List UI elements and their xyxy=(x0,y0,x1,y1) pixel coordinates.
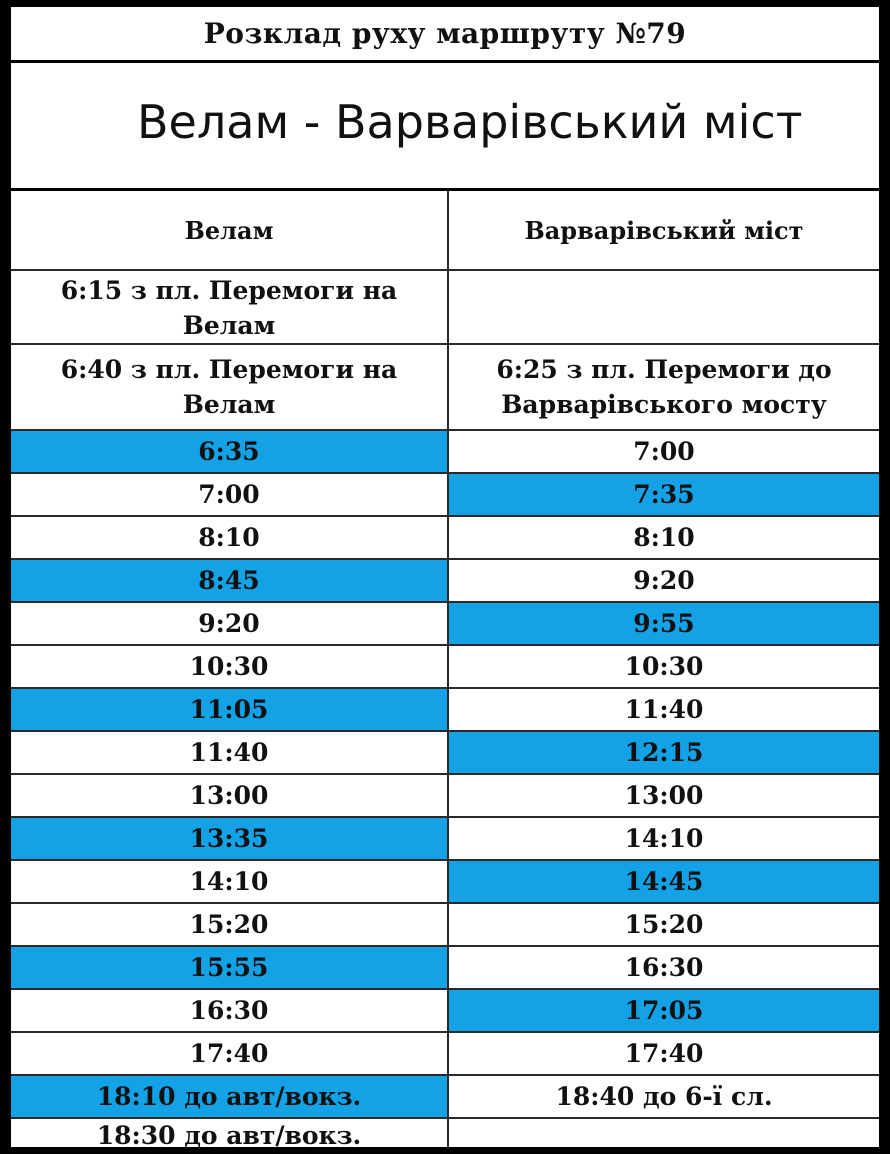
column-header-velam: Велам xyxy=(11,191,448,270)
departure-cell-left: 18:30 до авт/вокз. xyxy=(11,1118,448,1150)
departure-cell-right: 18:40 до 6-ї сл. xyxy=(448,1075,879,1118)
departure-cell-right: 12:15 xyxy=(448,731,879,774)
departure-cell-left: 7:00 xyxy=(11,473,448,516)
departure-cell-left: 13:00 xyxy=(11,774,448,817)
table-row xyxy=(11,473,879,516)
table-row xyxy=(11,645,879,688)
departure-cell-right: 9:55 xyxy=(448,602,879,645)
table-row xyxy=(11,516,879,559)
departure-cell-left: 17:40 xyxy=(11,1032,448,1075)
departure-cell-right: 7:35 xyxy=(448,473,879,516)
departure-cell-left: 8:45 xyxy=(11,559,448,602)
departure-cell-right: 7:00 xyxy=(448,430,879,473)
departure-cell-right: 14:10 xyxy=(448,817,879,860)
departure-cell-right: 6:25 з пл. Перемоги до Варварівського мосту xyxy=(448,344,879,430)
departure-cell-left: 9:20 xyxy=(11,602,448,645)
schedule-table xyxy=(11,191,879,1150)
table-row xyxy=(11,903,879,946)
departure-cell-right: 17:05 xyxy=(448,989,879,1032)
table-row xyxy=(11,989,879,1032)
special-row xyxy=(11,270,879,344)
schedule-title: Розклад руху маршруту №79 xyxy=(11,7,879,63)
departure-cell-left: 16:30 xyxy=(11,989,448,1032)
special-row xyxy=(11,344,879,430)
departure-cell-left: 15:20 xyxy=(11,903,448,946)
departure-cell-right: 9:20 xyxy=(448,559,879,602)
departure-cell-left: 13:35 xyxy=(11,817,448,860)
table-row xyxy=(11,1118,879,1150)
table-row xyxy=(11,1075,879,1118)
departure-cell-left: 14:10 xyxy=(11,860,448,903)
departure-cell-right: 13:00 xyxy=(448,774,879,817)
departure-cell-right: 16:30 xyxy=(448,946,879,989)
departure-cell-right xyxy=(448,1118,879,1150)
departure-cell-left: 10:30 xyxy=(11,645,448,688)
table-row xyxy=(11,688,879,731)
table-row xyxy=(11,774,879,817)
departure-cell-right: 11:40 xyxy=(448,688,879,731)
departure-cell-right: 8:10 xyxy=(448,516,879,559)
table-row xyxy=(11,430,879,473)
schedule-sheet xyxy=(8,4,882,1150)
departure-cell-left: 6:15 з пл. Перемоги на Велам xyxy=(11,270,448,344)
table-header-row xyxy=(11,191,879,270)
departure-cell-right: 14:45 xyxy=(448,860,879,903)
column-header-varvarivskyi-mist: Варварівський міст xyxy=(448,191,879,270)
departure-cell-right: 10:30 xyxy=(448,645,879,688)
departure-cell-left: 11:05 xyxy=(11,688,448,731)
departure-cell-right: 15:20 xyxy=(448,903,879,946)
route-name: Велам - Варварівський міст xyxy=(11,63,879,191)
departure-cell-left: 18:10 до авт/вокз. xyxy=(11,1075,448,1118)
departure-cell-left: 11:40 xyxy=(11,731,448,774)
departure-cell-right xyxy=(448,270,879,344)
table-row xyxy=(11,1032,879,1075)
table-row xyxy=(11,946,879,989)
table-row xyxy=(11,559,879,602)
table-row xyxy=(11,860,879,903)
departure-cell-left: 15:55 xyxy=(11,946,448,989)
table-row xyxy=(11,731,879,774)
departure-cell-left: 6:40 з пл. Перемоги на Велам xyxy=(11,344,448,430)
table-row xyxy=(11,817,879,860)
table-row xyxy=(11,602,879,645)
departure-cell-right: 17:40 xyxy=(448,1032,879,1075)
departure-cell-left: 6:35 xyxy=(11,430,448,473)
departure-cell-left: 8:10 xyxy=(11,516,448,559)
